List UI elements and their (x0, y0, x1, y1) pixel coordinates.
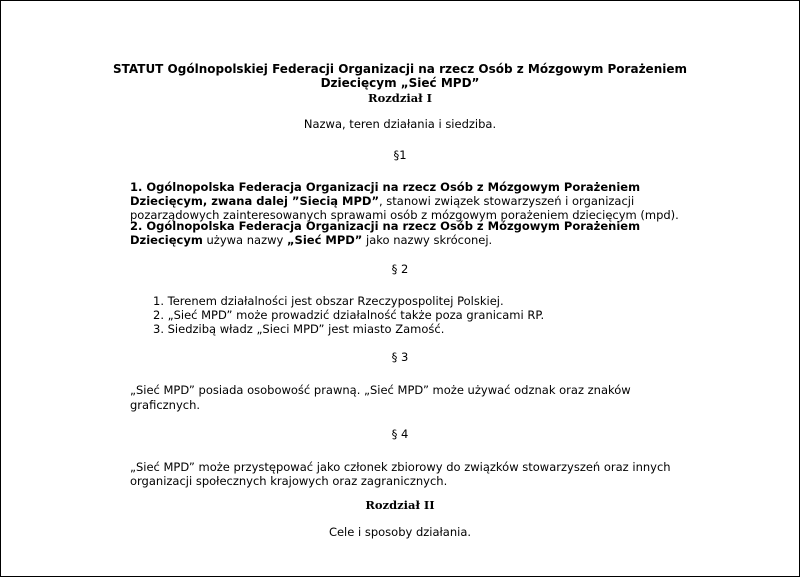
paragraph-1-point-1-line2 (130, 194, 634, 209)
paragraph-3-line2: graficznych. (130, 398, 201, 412)
paragraph-1-point-2-line2 (130, 233, 492, 248)
paragraph-1-point-1-line3: pozarządowych zainteresowanych sprawami osób z mózgowym porażeniem dziecięcym (mpd). (130, 208, 679, 222)
paragraph-1-heading: §1 (393, 148, 407, 162)
bold-text: „Sieć MPD” (286, 233, 363, 247)
paragraph-2-item-3: 3. Siedzibą władz „Sieci MPD” jest miasto Zamość. (153, 322, 445, 336)
paragraph-2-heading: § 2 (391, 262, 409, 276)
paragraph-4-line1: „Sieć MPD” może przystępować jako członek zbiorowy do związków stowarzyszeń oraz innych (130, 460, 671, 474)
paragraph-4-line2: organizacji społecznych krajowych oraz zagranicznych. (130, 474, 448, 488)
bold-text: Dziecięcym (130, 233, 203, 247)
paragraph-3-heading: § 3 (391, 350, 409, 364)
bold-text: Dziecięcym, zwana dalej ”Siecią MPD” (130, 194, 379, 208)
paragraph-4-heading: § 4 (391, 427, 409, 441)
paragraph-1-point-2-line1: 2. Ogólnopolska Federacja Organizacji na rzecz Osób z Mózgowym Porażeniem (130, 219, 641, 233)
text: , stanowi związek stowarzyszeń i organizacji (379, 194, 635, 208)
paragraph-2-item-1: 1. Terenem działalności jest obszar Rzeczypospolitej Polskiej. (153, 294, 504, 308)
chapter-1-heading: Rozdział I (368, 91, 432, 105)
paragraph-2-item-2: 2. „Sieć MPD” może prowadzić działalność także poza granicami RP. (153, 308, 545, 322)
text: jako nazwy skróconej. (362, 233, 493, 247)
paragraph-3-line1: „Sieć MPD” posiada osobowość prawną. „Sieć MPD” może używać odznak oraz znaków (130, 383, 631, 397)
paragraph-1-point-1-line1: 1. Ogólnopolska Federacja Organizacji na rzecz Osób z Mózgowym Porażeniem (130, 180, 641, 194)
text: używa nazwy (202, 233, 287, 247)
chapter-2-subtitle: Cele i sposoby działania. (328, 525, 472, 539)
statute-title-line2: Dziecięcym „Sieć MPD” (320, 76, 480, 90)
chapter-1-subtitle: Nazwa, teren działania i siedziba. (303, 117, 497, 131)
statute-title-line1: STATUT Ogólnopolskiej Federacji Organizacji na rzecz Osób z Mózgowym Porażeniem (113, 62, 687, 76)
chapter-2-heading: Rozdział II (365, 498, 435, 512)
